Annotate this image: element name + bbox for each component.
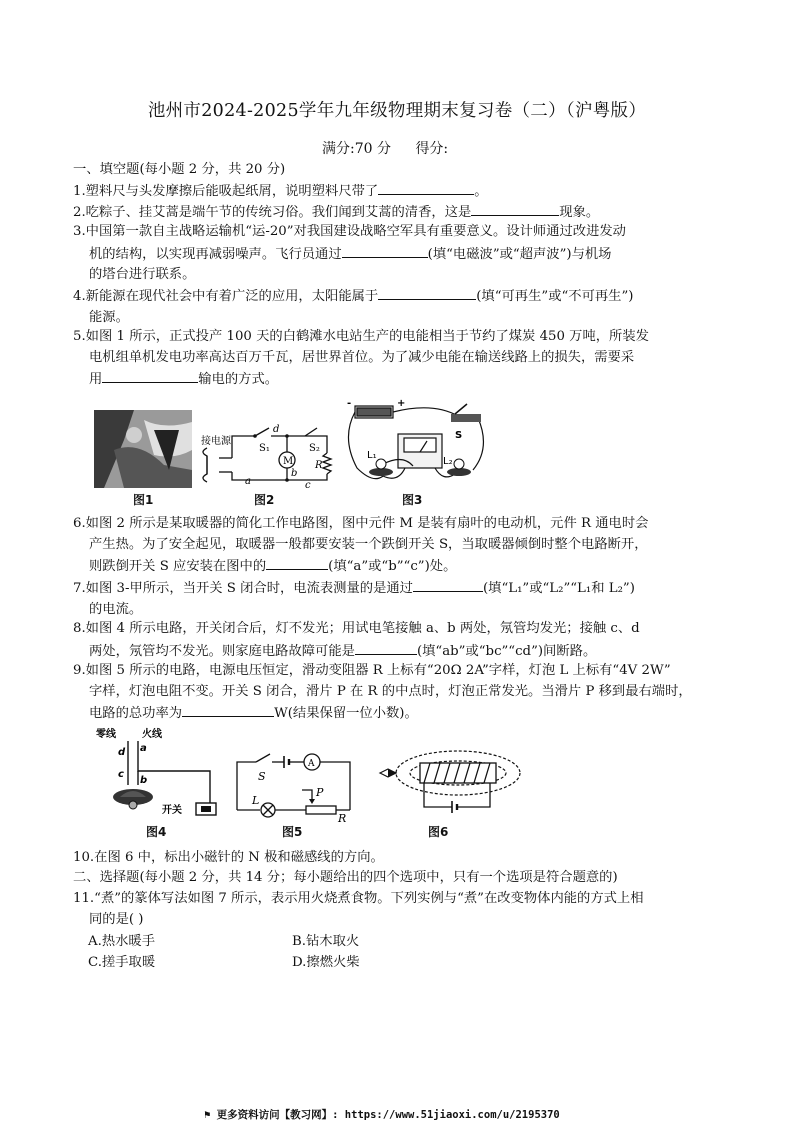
flag-icon: ⚑	[204, 1109, 211, 1121]
fig4-a-label: a	[140, 743, 147, 754]
figure-4-caption: 图4	[146, 825, 167, 839]
answer-blank[interactable]	[342, 243, 428, 258]
fig3-s-label: S	[455, 430, 463, 441]
question-2: 2.吃粽子、挂艾蒿是端午节的传统习俗。我们闻到艾蒿的清香，这是 现象。	[73, 201, 733, 224]
section-1-heading: 一、填空题(每小题 2 分，共 20 分)	[73, 162, 286, 177]
fig3-minus-label: -	[347, 398, 352, 409]
question-1: 1.塑料尺与头发摩擦后能吸起纸屑，说明塑料尺带了 。	[73, 180, 733, 203]
fig5-ammeter-label: A	[308, 759, 315, 769]
page-title: 池州市2024-2025学年九年级物理期末复习卷（二）（沪粤版）	[147, 101, 647, 121]
question-3: 3.中国第一款自主战略运输机“运-20”对我国建设战略空军具有重要意义。设计师通过改进发动 机的结构，以实现再减弱噪声。飞行员通过 (填“电磁波”或“超声波”)与机场 的塔台进行联系。	[73, 224, 626, 282]
option-b[interactable]: B.钻木取火	[292, 934, 360, 949]
answer-blank[interactable]	[355, 640, 417, 655]
figure-2-heater-circuit	[197, 418, 342, 490]
figure-6-solenoid	[378, 745, 523, 823]
fig2-r-label: R	[315, 460, 323, 471]
question-6: 6.如图 2 所示是某取暖器的简化工作电路图，图中元件 M 是装有扇叶的电动机，元件 R 通电时会 产生热。为了安全起见，取暖器一般都要安装一个跌倒开关 S，当取暖器倾倒时整个电路断开， 则跌倒开关 S 应安装在图中的 (填“a”或“b”“c”)处。	[73, 516, 649, 574]
score-label: 得分:	[415, 141, 449, 157]
fig2-d-label: d	[273, 424, 280, 435]
question-9: 9.如图 5 所示的电路，电源电压恒定，滑动变阻器 R 上标有“20Ω 2A”字样，灯泡 L 上标有“4V 2W” 字样，灯泡电阻不变。开关 S 闭合，滑片 P 在 R 的中点时，灯泡正常发光。当滑片 P 移到最右端时， 电路的总功率为 W(结果保留一位小数)。	[73, 663, 692, 721]
question-10: 10.在图 6 中，标出小磁针的 N 极和磁感线的方向。	[73, 850, 384, 865]
score-line	[322, 138, 468, 158]
figure-6-caption: 图6	[428, 825, 449, 839]
fig2-c-label: c	[305, 480, 311, 490]
fig3-l1-label: L₁	[367, 450, 377, 461]
figure-2-caption: 图2	[254, 493, 275, 507]
fig5-r-label: R	[338, 812, 347, 824]
question-4: 4.新能源在现代社会中有着广泛的应用，太阳能属于 (填“可再生”或“不可再生”) 能源。	[73, 285, 733, 328]
fig4-b-label: b	[140, 775, 148, 786]
section-2-heading: 二、选择题(每小题 2 分，共 14 分；每小题给出的四个选项中，只有一个选项是符合题意的)	[73, 870, 618, 885]
answer-blank[interactable]	[378, 180, 474, 195]
answer-blank[interactable]	[182, 702, 274, 717]
fig4-c-label: c	[118, 769, 124, 780]
answer-blank[interactable]	[266, 555, 328, 570]
fig4-neutral-label: 零线	[96, 729, 116, 740]
figure-4-household-circuit	[92, 727, 227, 825]
fig2-s2-label: S₂	[309, 443, 320, 454]
fig4-live-label: 火线	[142, 729, 162, 740]
fig2-b-label: b	[291, 468, 298, 479]
fig5-p-label: P	[316, 786, 324, 799]
fig2-m-label: M	[283, 456, 294, 467]
full-score: 满分:70 分	[322, 141, 391, 157]
answer-blank[interactable]	[102, 368, 198, 383]
question-11: 11.“煮”的篆体写法如图 7 所示，表示用火烧煮食物。下列实例与“煮”在改变物体内能的方式上相 同的是( )	[73, 891, 644, 927]
fig4-switch-label: 开关	[162, 805, 182, 816]
fig4-d-label: d	[118, 747, 126, 758]
question-7: 7.如图 3-甲所示，当开关 S 闭合时，电流表测量的是通过 (填“L₁”或“L₂”“L₁和 L₂”) 的电流。	[73, 577, 733, 620]
figure-5-rheostat-circuit	[232, 748, 357, 824]
answer-blank[interactable]	[471, 201, 559, 216]
fig3-plus-label: +	[397, 398, 406, 409]
fig5-s-label: S	[258, 770, 266, 783]
answer-blank[interactable]	[413, 577, 483, 592]
question-8: 8.如图 4 所示电路，开关闭合后，灯不发光；用试电笔接触 a、b 两处，氖管均发光；接触 c、d 两处，氖管均不发光。则家庭电路故障可能是 (填“ab”或“bc”“cd”)间断路。	[73, 621, 640, 659]
option-a[interactable]: A.热水暖手	[88, 934, 156, 949]
footer-link[interactable]: ⚑ 更多资料访问【教习网】: https://www.51jiaoxi.com/u/2195370	[204, 1109, 560, 1121]
answer-blank[interactable]	[378, 285, 476, 300]
figure-1-dam-photo	[94, 410, 192, 488]
figure-3-ammeter-circuit	[343, 398, 488, 490]
fig2-a-label: a	[245, 476, 251, 487]
fig2-power-label: 接电源	[201, 436, 231, 447]
option-d[interactable]: D.擦燃火柴	[292, 955, 360, 970]
fig3-l2-label: L₂	[443, 456, 453, 467]
figure-1-caption: 图1	[133, 493, 154, 507]
fig2-s1-label: S₁	[259, 443, 270, 454]
option-c[interactable]: C.搓手取暖	[88, 955, 156, 970]
fig5-l-label: L	[252, 794, 260, 807]
figure-3-caption: 图3	[402, 493, 423, 507]
figure-5-caption: 图5	[282, 825, 303, 839]
question-5: 5.如图 1 所示，正式投产 100 天的白鹤滩水电站生产的电能相当于节约了煤炭 450 万吨，所装发 电机组单机发电功率高达百万千瓦，居世界首位。为了减少电能在输送线路上的损失，需要采 用 输电的方式。	[73, 329, 649, 387]
